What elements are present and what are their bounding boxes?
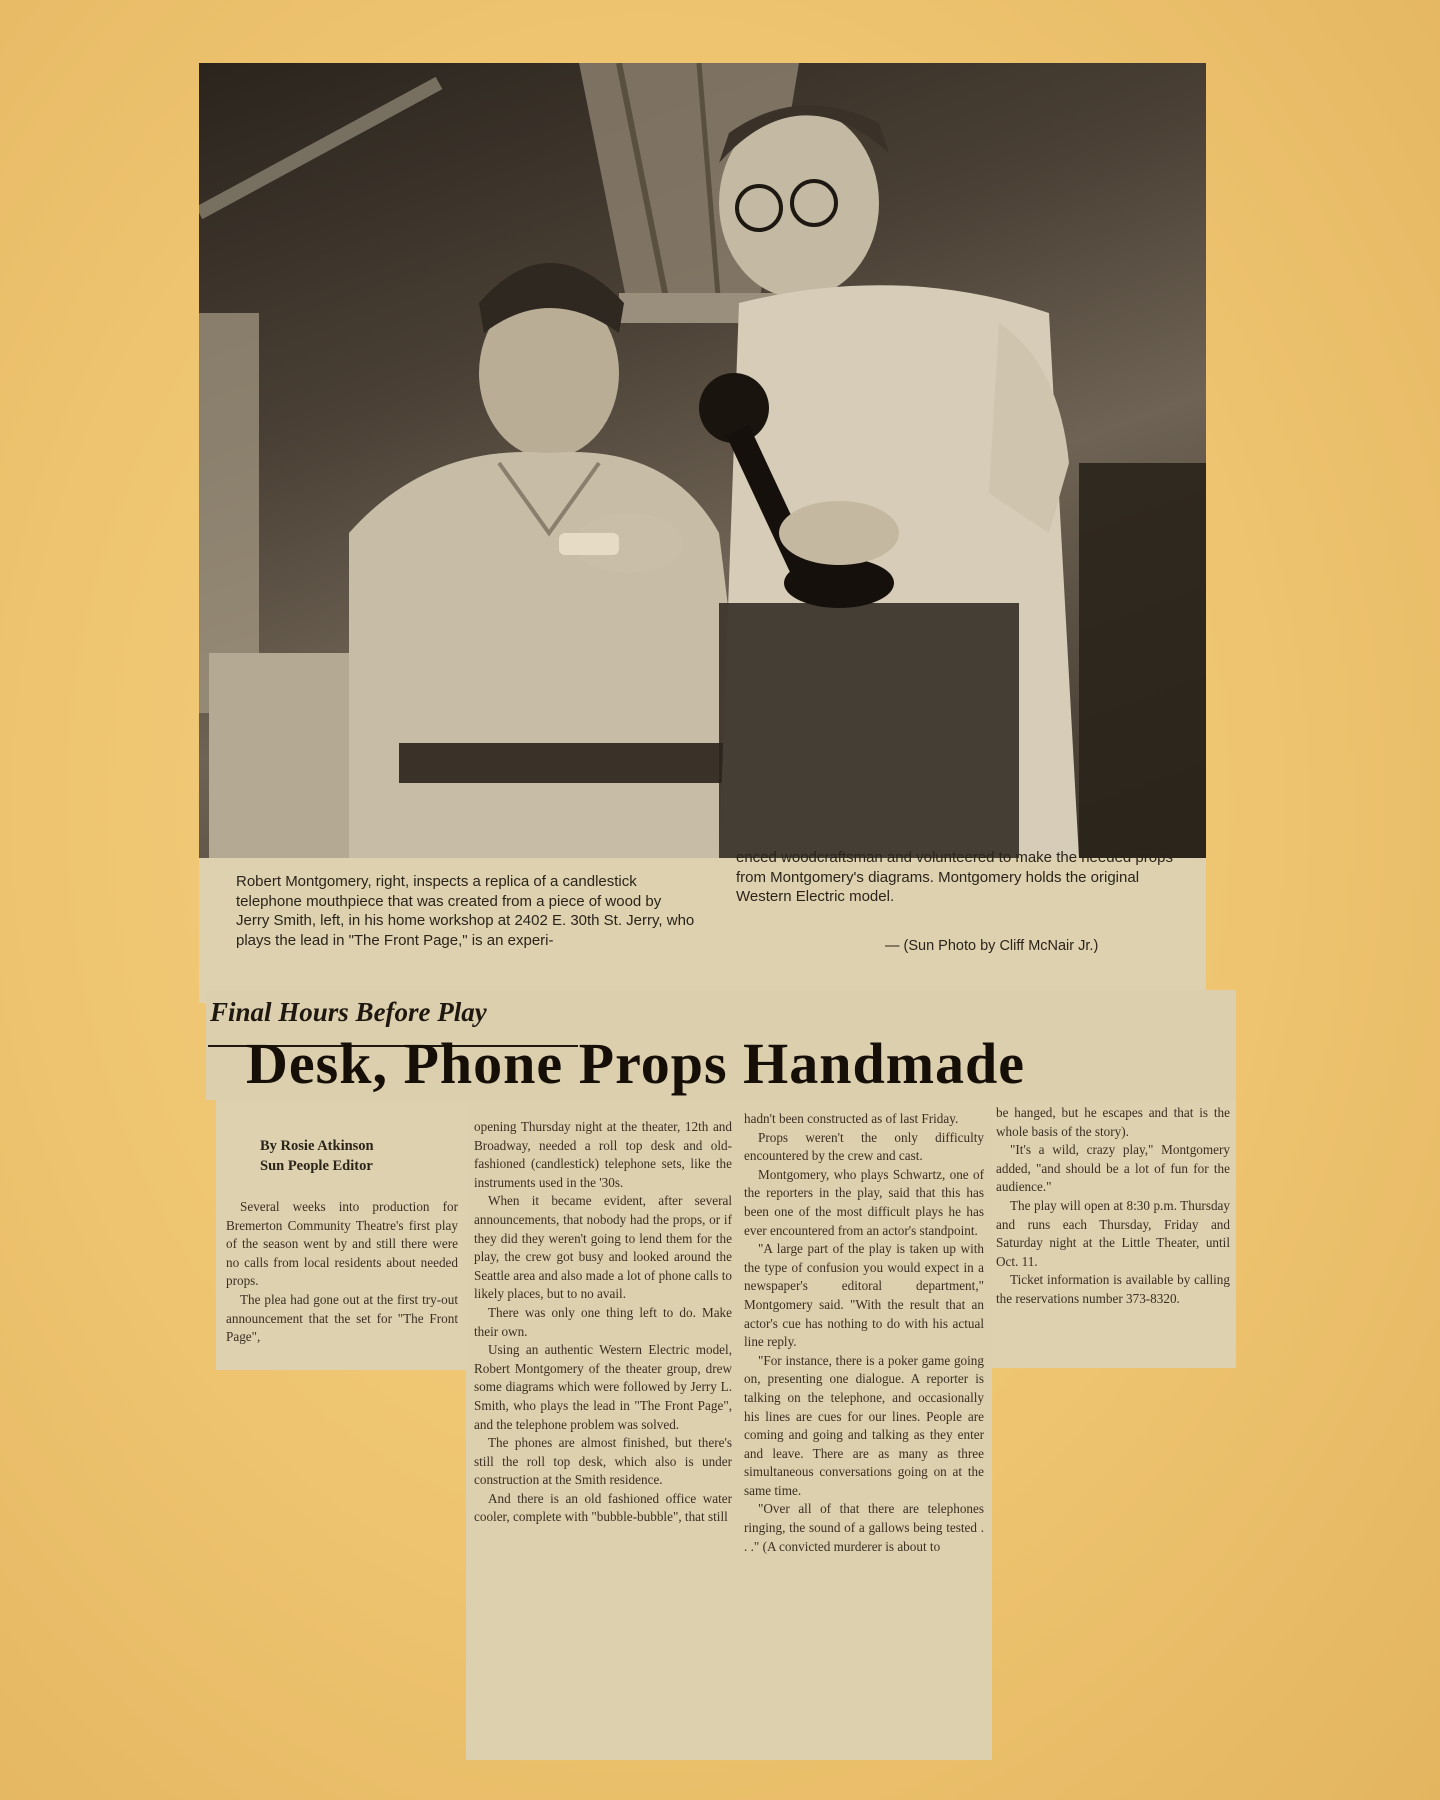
column-paragraph: be hanged, but he escapes and that is the whole basis of the story). (996, 1105, 1230, 1139)
column-paragraph: The phones are almost finished, but there's still the roll top desk, which also is under construction at the Smith residence. (474, 1435, 732, 1488)
column-paragraph: Ticket information is available by calling the reservations number 373-8320. (996, 1272, 1230, 1306)
column-paragraph: And there is an old fashioned office water cooler, complete with "bubble-bubble", that still (474, 1490, 732, 1525)
article-column-3 (744, 1110, 984, 1556)
column-paragraph: The plea had gone out at the first try-out announcement that the set for "The Front Page", (226, 1291, 458, 1345)
column-paragraph: hadn't been constructed as of last Friday. (744, 1111, 959, 1126)
photo-illustration (199, 63, 1206, 858)
column-paragraph: There was only one thing left to do. Make their own. (474, 1304, 732, 1339)
column-paragraph: "For instance, there is a poker game going on, presenting one dialogue. A reporter is talking on the telephone, and occasionally his lines are cues for our lines. People are coming and going and talking as they enter and leave. There are as many as three simultaneous conversations going on at the same time. (744, 1352, 984, 1498)
photo-caption-left: Robert Montgomery, right, inspects a replica of a candlestick telephone mouthpiece that was created from a piece of wood by Jerry Smith, left, in his home workshop at 2402 E. 30th St. Jerry, who plays the lead in "The Front Page," is an experi- (236, 873, 695, 949)
column-paragraph: Montgomery, who plays Schwartz, one of the reporters in the play, said that this has been one of the most difficult plays he has ever encountered from an actor's standpoint. (744, 1166, 984, 1238)
column-paragraph: "A large part of the play is taken up with the type of confusion you would expect in a newspaper's editoral department," Montgomery said. "With the result that an actor's cue has nothing to do with his actual line reply. (744, 1241, 984, 1350)
article-headline: Desk, Phone Props Handmade (246, 1031, 1026, 1096)
photo-caption-right: enced woodcraftsman and volunteered to make the needed props from Montgomery's diagrams. Montgomery holds the original Western Electric model. (736, 849, 1173, 905)
column-paragraph: The play will open at 8:30 p.m. Thursday and runs each Thursday, Friday and Saturday night at the Little Theater, until Oct. 11. (996, 1197, 1230, 1269)
column-paragraph: Using an authentic Western Electric model, Robert Montgomery of the theater group, drew some diagrams which were followed by Jerry L. Smith, who plays the lead in "The Front Page", and the telephone problem was solved. (474, 1342, 732, 1432)
article-kicker: Final Hours Before Play (210, 997, 487, 1027)
article-column-4 (996, 1104, 1230, 1309)
column-paragraph: "Over all of that there are telephones ringing, the sound of a gallows being tested . . ." (A convicted murderer is about to (744, 1501, 984, 1554)
column-paragraph: Props weren't the only difficulty encountered by the crew and cast. (744, 1129, 984, 1164)
byline-title: Sun People Editor (260, 1158, 373, 1174)
news-photo (199, 63, 1206, 858)
column-paragraph: opening Thursday night at the theater, 12th and Broadway, needed a roll top desk and old-fashioned (candlestick) telephone sets, like the instruments used in the '30s. (474, 1119, 732, 1190)
byline-name: By Rosie Atkinson (260, 1138, 374, 1154)
column-paragraph: "It's a wild, crazy play," Montgomery added, "and should be a lot of fun for the audience." (996, 1142, 1230, 1195)
column-paragraph: Several weeks into production for Bremerton Community Theatre's first play of the season went by and still there were no calls from local residents about needed props. (226, 1199, 458, 1289)
article-column-1 (226, 1198, 458, 1347)
article-byline (260, 1136, 374, 1176)
column-paragraph: When it became evident, after several announcements, that nobody had the props, or if they did they weren't going to lend them for the play, the crew got busy and looked around the Seattle area and also made a lot of phone calls to likely places, but to no avail. (474, 1193, 732, 1302)
photo-credit: — (Sun Photo by Cliff McNair Jr.) (885, 938, 1099, 954)
article-column-2 (474, 1118, 732, 1527)
